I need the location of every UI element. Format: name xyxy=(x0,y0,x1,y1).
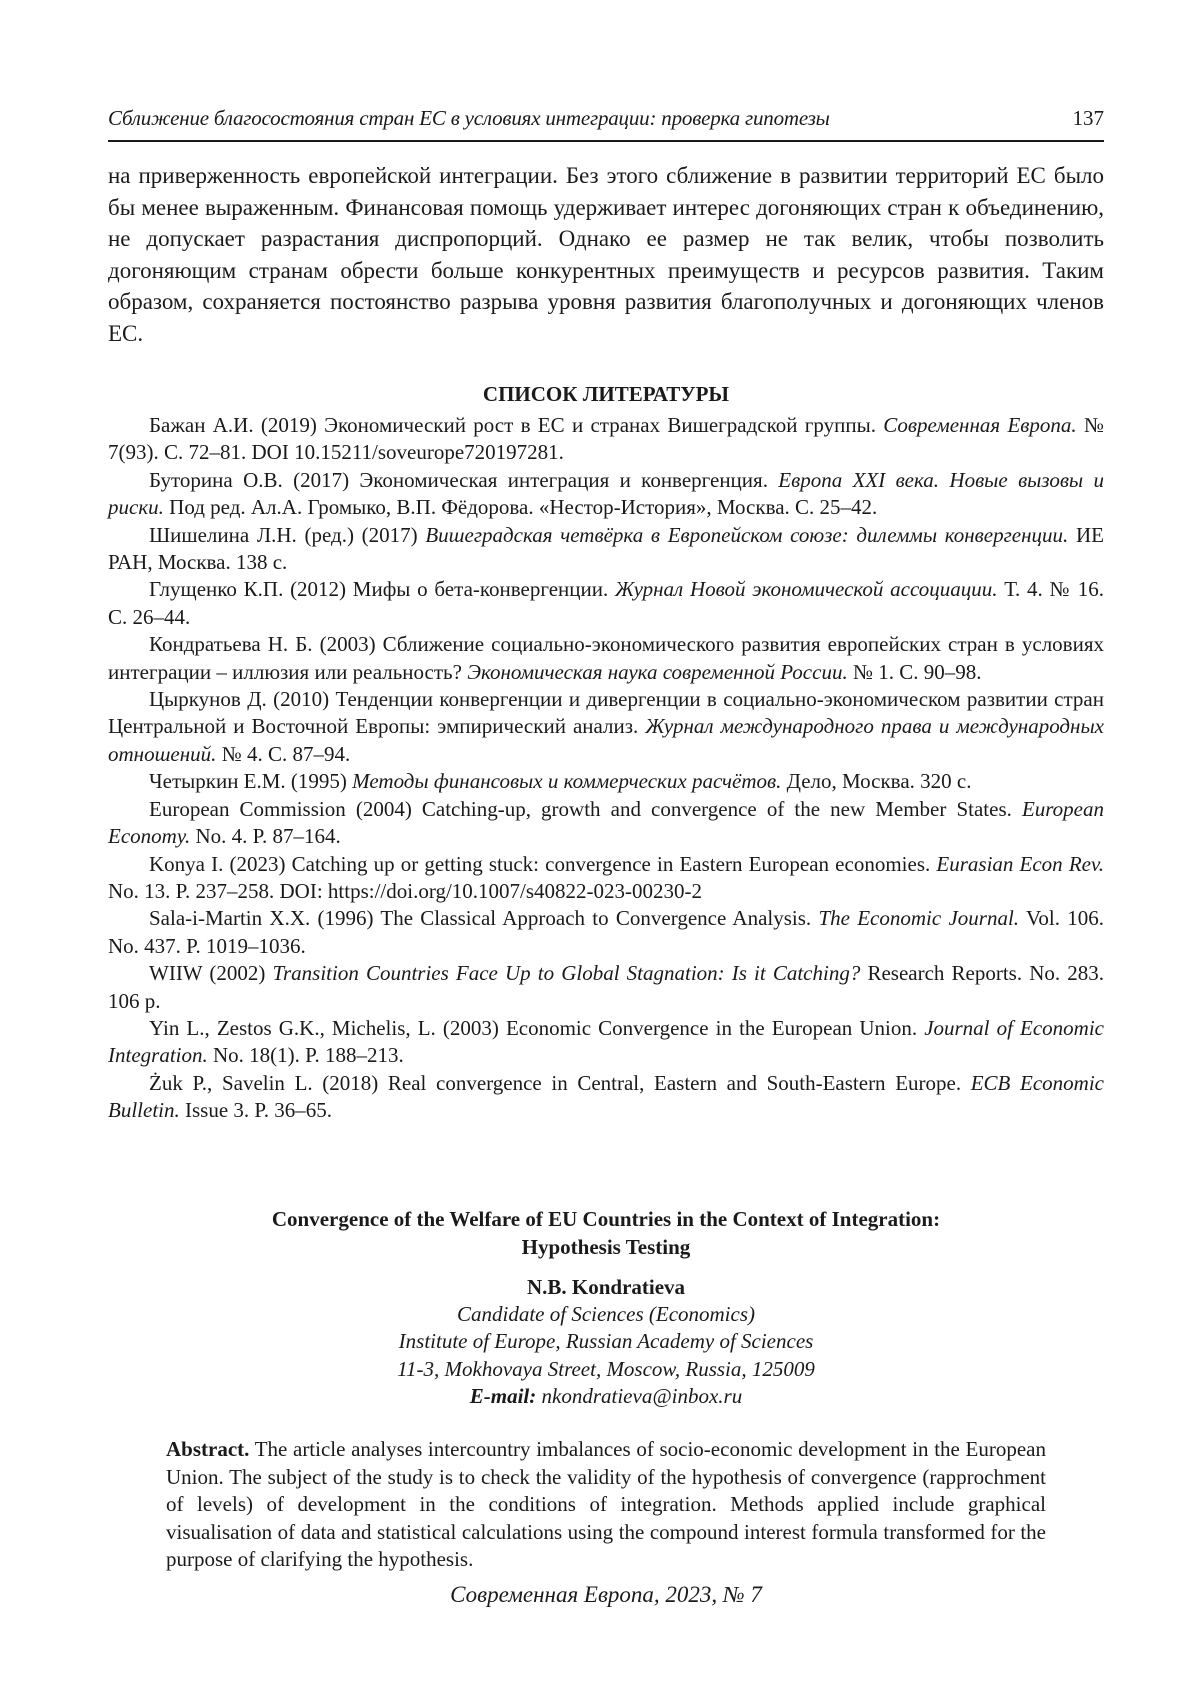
reference-item: Żuk P., Savelin L. (2018) Real convergence in Central, Eastern and South-Eastern Europe. ECB Economic Bulletin. Issue 3. P. 36–65. xyxy=(108,1070,1104,1123)
reference-item: Буторина О.В. (2017) Экономическая интеграция и конвергенция. Европа XXI века. Новые вызовы и риски. Под ред. Ал.А. Громыко, В.П. Фёдорова. «Нестор-История», Москва. С. 25–42. xyxy=(108,467,1104,520)
author-email: nkondratieva@inbox.ru xyxy=(541,1384,743,1409)
reference-item: Цыркунов Д. (2010) Тенденции конвергенции и дивергенции в социально-экономическом развитии стран Центральной и Восточной Европы: эмпирический анализ. Журнал международного права и международных отношений. № 4. С. 87–94. xyxy=(108,687,1105,766)
abstract-label: Abstract. xyxy=(166,1437,250,1461)
reference-item: WIIW (2002) Transition Countries Face Up to Global Stagnation: Is it Catching? Research Reports. No. 283. 106 p. xyxy=(108,961,1104,1013)
page-footer: Современная Европа, 2023, № 7 xyxy=(450,1582,762,1607)
reference-item: Sala-i-Martin X.X. (1996) The Classical Approach to Convergence Analysis. The Economic Journal. Vol. 106. No. 437. P. 1019–1036. xyxy=(108,906,1105,958)
reference-item: Шишелина Л.Н. (ред.) (2017) Вишеградская четвёрка в Европейском союзе: дилеммы конвергенции. ИЕ РАН, Москва. 138 с. xyxy=(108,522,1105,575)
reference-item: European Commission (2004) Catching-up, growth and convergence of the new Member States. European Economy. No. 4. P. 87–164. xyxy=(108,796,1104,849)
page-header xyxy=(108,104,1104,142)
author-address: 11-3, Mokhovaya Street, Moscow, Russia, 125009 xyxy=(397,1356,815,1381)
abstract xyxy=(166,1436,1046,1574)
reference-item: Konya I. (2023) Catching up or getting stuck: convergence in Eastern European economies. Eurasian Econ Rev. No. 13. P. 237–258. DOI: https://doi.org/10.1007/s40822-023-00230-2 xyxy=(108,851,1104,903)
reference-item: Бажан А.И. (2019) Экономический рост в ЕС и странах Вишеградской группы. Современная Европа. № 7(93). С. 72–81. DOI 10.15211/soveurope720197281. xyxy=(108,413,1104,465)
abstract-text: The article analyses intercountry imbalances of socio-economic development in the European Union. The subject of the study is to check the validity of the hypothesis of convergence (rapprochment of levels) of development in the conditions of integration. Methods applied include graphical visualisation of data and statistical calculations using the compound interest formula transformed for the purpose of clarifying the hypothesis. xyxy=(166,1437,1046,1572)
author-degree: Candidate of Sciences (Economics) xyxy=(457,1302,755,1326)
intro-paragraph: на приверженность европейской интеграции. Без этого сближение в развитии территорий ЕС было бы менее выраженным. Финансовая помощь удерживает интерес догоняющих стран к объединению, не допускает разрастания диспропорций. Однако ее размер не так велик, чтобы позволить догоняющим странам обрести больше конкурентных преимуществ и ресурсов развития. Таким образом, сохраняется постоянство разрыва уровня развития благополучных и догоняющих членов ЕС. xyxy=(108,163,1104,346)
author-name: N.B. Kondratieva xyxy=(526,1275,686,1299)
reference-item: Кондратьева Н. Б. (2003) Сближение социально-экономического развития европейских стран в условиях интеграции – иллюзия или реальность? Экономическая наука современной России. № 1. С. 90–98. xyxy=(108,632,1104,684)
reference-item: Yin L., Zestos G.K., Michelis, L. (2003) Economic Convergence in the European Union. Journal of Economic Integration. No. 18(1). P. 188–213. xyxy=(108,1015,1104,1068)
page-number: 137 xyxy=(1072,106,1104,130)
references-list xyxy=(108,412,1104,1125)
english-title: Convergence of the Welfare of EU Countries in the Context of Integration: Hypothesis Testing xyxy=(271,1207,941,1259)
author-institute: Institute of Europe, Russian Academy of Sciences xyxy=(398,1329,814,1354)
author-email-line xyxy=(108,1383,1104,1410)
email-label: E-mail: xyxy=(469,1384,537,1409)
reference-item: Четыркин Е.М. (1995) Методы финансовых и коммерческих расчётов. Дело, Москва. 320 с. xyxy=(149,769,972,794)
references-heading: СПИСОК ЛИТЕРАТУРЫ xyxy=(482,382,730,406)
english-summary xyxy=(108,1205,1104,1411)
reference-item: Глущенко К.П. (2012) Мифы о бета-конвергенции. Журнал Новой экономической ассоциации. Т. 4. № 16. С. 26–44. xyxy=(108,577,1105,629)
running-title: Сближение благосостояния стран ЕС в условиях интеграции: проверка гипотезы xyxy=(108,106,830,130)
